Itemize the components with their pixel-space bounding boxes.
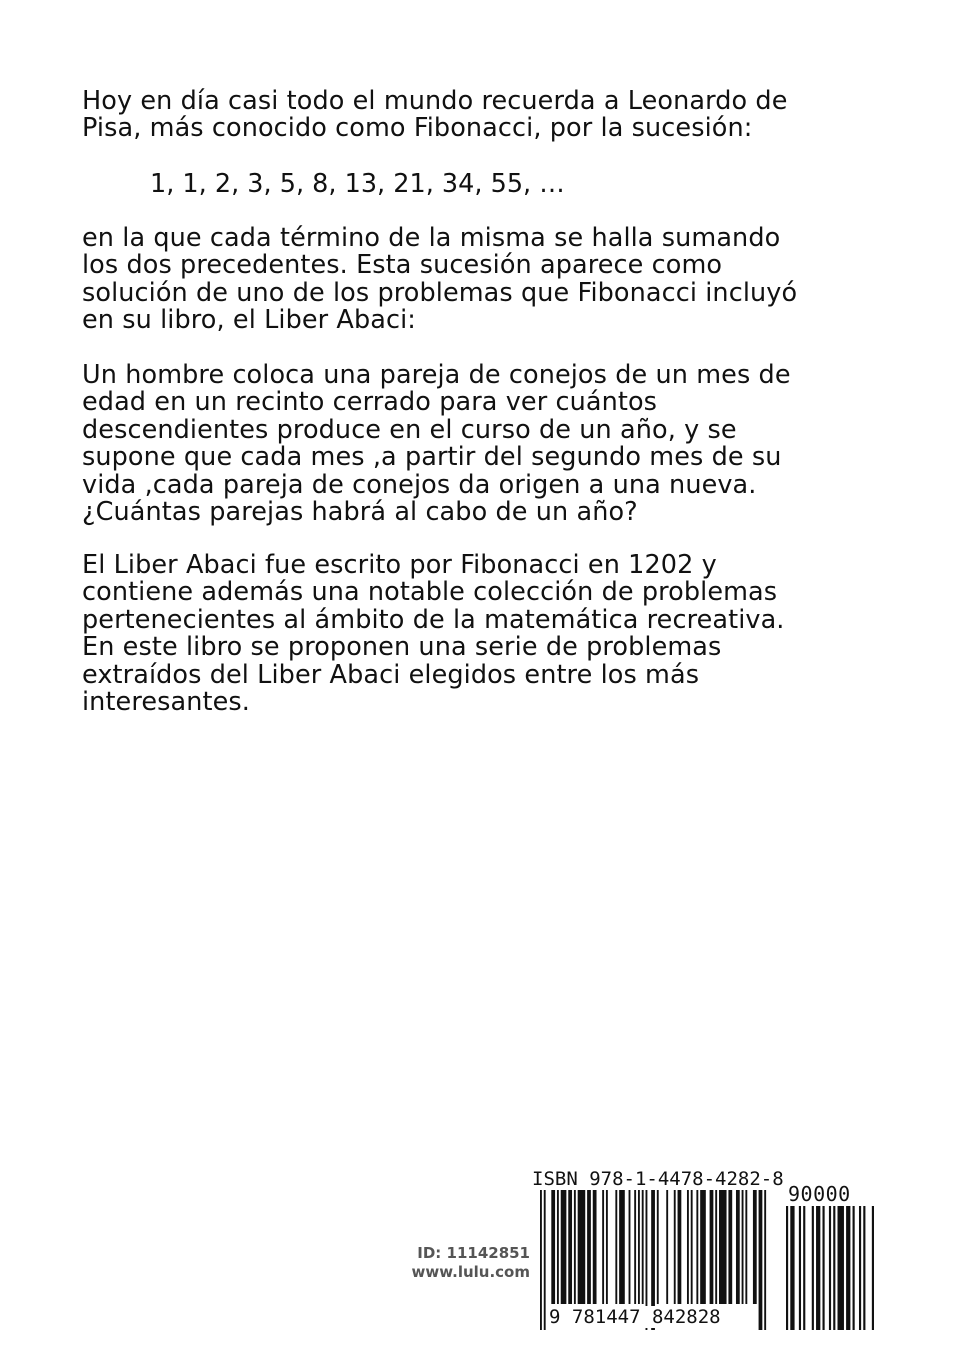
barcode-bar [822,1206,824,1330]
price-addon-barcode [780,1182,880,1330]
barcode-bar [691,1190,693,1304]
barcode-bar [833,1206,835,1330]
barcode-bar [736,1190,740,1304]
text-line: En este libro se proponen una serie de problemas [82,632,722,663]
barcode-bar [615,1190,617,1304]
addon-bars [780,1182,880,1330]
isbn-label: ISBN 978-1-4478-4282-8 [532,1168,784,1190]
rabbit-problem-paragraph [82,362,882,526]
barcode-bar [551,1190,555,1304]
barcode-bar [816,1206,820,1330]
barcode-bar [759,1190,763,1330]
barcode-bar [719,1190,727,1304]
barcode-bar [666,1190,668,1304]
liber-abaci-paragraph [82,552,882,716]
text-line: solución de uno de los problemas que Fibonacci incluyó [82,277,798,308]
text-line: extraídos del Liber Abaci elegidos entre los más [82,659,700,690]
barcode-bar [872,1206,874,1330]
text-line: descendientes produce en el curso de un año, y se [82,414,737,445]
barcode-bar [696,1190,698,1304]
barcode-bar [790,1206,794,1330]
barcode-bar [657,1190,659,1304]
barcode-bar [574,1190,576,1304]
barcode-bar [753,1190,757,1304]
text-line: edad en un recinto cerrado para ver cuántos [82,387,658,418]
intro-paragraph [82,88,882,143]
barcode-bar [799,1206,801,1330]
barcode-bar [742,1190,744,1304]
barcode-bar [544,1190,546,1330]
publisher-url: www.lulu.com [411,1263,530,1281]
barcode-bar [587,1190,591,1304]
text-line: supone que cada mes ,a partir del segundo mes de su [82,442,782,473]
barcode-bar [674,1190,676,1304]
text-line: El Liber Abaci fue escrito por Fibonacci en 1202 y [82,550,717,580]
text-line: ¿Cuántas parejas habrá al cabo de un año? [82,497,638,528]
explanation-paragraph [82,225,882,335]
text-line: interesantes. [82,687,250,718]
barcode-bar [764,1190,766,1330]
barcode-bar [568,1190,572,1304]
barcode-bar [715,1190,717,1304]
text-line: en la que cada término de la misma se halla sumando [82,223,781,253]
price-addon-digits: 90000 [788,1182,851,1206]
barcode-bar [745,1190,747,1304]
barcode-bar [846,1206,850,1330]
barcode-bar [812,1206,814,1330]
fibonacci-sequence: 1, 1, 2, 3, 5, 8, 13, 21, 34, 55, … [150,169,565,199]
barcode-bar [593,1190,597,1304]
barcode-bar [710,1190,714,1304]
barcode-bar [700,1190,706,1304]
text-line: en su libro, el Liber Abaci: [82,305,416,336]
text-line: Pisa, más conocido como Fibonacci, por la sucesión: [82,113,753,144]
barcode-bar [629,1190,631,1304]
barcode-bar [602,1190,604,1304]
publisher-id: ID: 11142851 [417,1244,530,1262]
barcode-bar [634,1190,636,1304]
barcode-bar [859,1206,861,1330]
barcode-bar [642,1190,644,1304]
barcode-bar [578,1190,586,1304]
barcode-bar [728,1190,732,1304]
barcode-bar [838,1206,844,1330]
text-line: pertenecientes al ámbito de la matemática recreativa. [82,604,785,635]
barcode-bar [863,1206,865,1330]
publisher-info [380,1244,530,1282]
barcode-bar [786,1206,788,1330]
barcode-bar [803,1206,805,1330]
barcode-bar [557,1190,559,1304]
barcode-bar [678,1190,682,1304]
barcode-bar [540,1190,542,1330]
text-line: Un hombre coloca una pareja de conejos de un mes de [82,360,791,390]
barcode-digits: 9 781447 842828 [549,1306,721,1328]
barcode-bar [606,1190,608,1304]
text-line: vida ,cada pareja de conejos da origen a una nueva. [82,469,757,500]
text-line: contiene además una notable colección de problemas [82,577,778,608]
text-line: Hoy en día casi todo el mundo recuerda a Leonardo de [82,86,788,116]
barcode-bar [619,1190,625,1304]
barcode-bar [829,1206,831,1330]
text-line: los dos precedentes. Esta sucesión aparece como [82,250,723,281]
barcode-bar [853,1206,855,1330]
barcode-bar [638,1190,640,1304]
barcode-bar [561,1190,567,1304]
barcode-bar [687,1190,689,1304]
